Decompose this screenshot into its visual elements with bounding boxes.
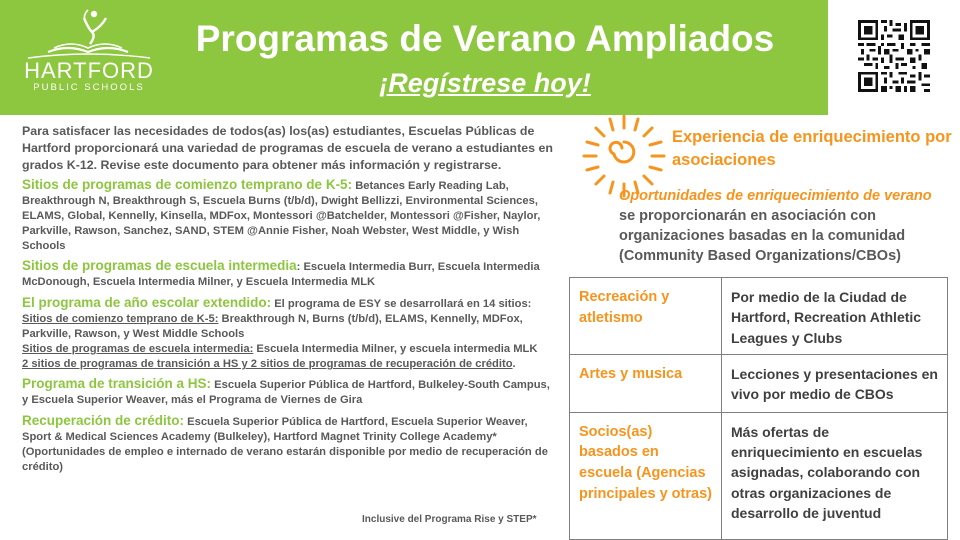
k5-heading: Sitios de programas de comienzo temprano de K-5:: [22, 176, 353, 192]
enrichment-highlight: Oportunidades de enriquecimiento de verano: [619, 188, 932, 204]
esy-transition-end: .: [512, 358, 516, 371]
hs-section: [22, 375, 556, 408]
enrichment-title: Experiencia de enriquecimiento por asociaciones: [672, 128, 952, 170]
esy-k5-label: Sitios de comienzo temprano de K-5:: [22, 312, 219, 325]
hartford-logo-icon: [18, 8, 158, 100]
row-value: Lecciones y presentaciones en vivo por medio de CBOs: [722, 354, 948, 412]
row-value: Por medio de la Ciudad de Hartford, Recreation Athletic Leagues y Clubs: [722, 278, 948, 355]
qr-code-icon[interactable]: [858, 20, 930, 92]
credit-section: [22, 412, 556, 476]
logo-name: HARTFORD: [24, 58, 154, 83]
middle-section: [22, 257, 556, 290]
credit-sites: Escuela Superior Pública de Hartford, Escuela Superior Weaver, Sport & Medical Sciences Academy (Bulkeley), Hartford Magnet Trinity College Academy*: [22, 415, 528, 443]
hs-sites: Escuela Superior Pública de Hartford, Bulkeley-South Campus, y Escuela Superior Weaver, más el Programa de Viernes de Gira: [22, 379, 550, 407]
enrichment-intro: [619, 186, 954, 266]
credit-note: (Oportunidades de empleo e internado de verano estarán disponible por medio de recuperación de crédito): [22, 445, 548, 473]
hs-heading: Programa de transición a HS:: [22, 376, 212, 392]
row-value: Más ofertas de enriquecimiento en escuelas asignadas, colaborando con otras organizaciones de desarrollo de juventud: [722, 412, 948, 539]
esy-middle-sites: Escuela Intermedia Milner, y escuela intermedia MLK: [256, 343, 538, 355]
esy-middle-label: Sitios de programas de escuela intermedia:: [22, 343, 254, 355]
esy-k5-sites: Breakthrough N, Burns (t/b/d), ELAMS, Kennelly, MDFox, Parkville, Rawson, y West Middle Schools: [22, 312, 523, 340]
row-label: Artes y musica: [570, 354, 722, 412]
footnote: Inclusive del Programa Rise y STEP*: [362, 514, 537, 525]
row-label: Recreación y atletismo: [570, 278, 722, 355]
esy-transition-note: 2 sitios de programas de transición a HS y 2 sitios de programas de recuperación de crédito: [22, 358, 513, 371]
intro-paragraph: Para satisfacer las necesidades de todos(as) los(as) estudiantes, Escuelas Públicas de Hartford proporcionará una variedad de programas de escuela de verano a estudiantes en grados K-12. Revise este documento para obtener más información y registrarse.: [22, 124, 553, 172]
page-subtitle: ¡Regístrese hoy!: [379, 68, 591, 98]
header-banner: [0, 0, 828, 115]
programs-column: [22, 123, 556, 477]
esy-heading: El programa de año escolar extendido:: [22, 294, 272, 310]
table-row: [570, 278, 948, 355]
k5-sites: Betances Early Reading Lab, Breakthrough N, Breakthrough S, Escuela Burns (t/b/d), Dwight Bellizzi, Environmental Sciences, ELAMS, Global, Kennelly, Kinsella, MDFox, Montessori @Batchelder, Montessori @Fisher, Naylor, Parkville, Rawson, Sanchez, SAND, STEM @Annie Fisher, Noah Webster, West Middle, y Wish Schools: [22, 179, 541, 253]
middle-sites: : Escuela Intermedia Burr, Escuela Intermedia McDonough, Escuela Intermedia Milner, y Escuela Intermedia MLK: [22, 261, 540, 289]
enrichment-body: se proporcionarán en asociación con organizaciones basadas en la comunidad (Community Based Organizations/CBOs): [619, 208, 906, 264]
esy-body: El programa de ESY se desarrollará en 14 sitios:: [274, 297, 532, 310]
k5-section: [22, 176, 556, 255]
esy-section: [22, 294, 556, 373]
credit-heading: Recuperación de crédito:: [22, 412, 185, 428]
row-label: Socios(as) basados en escuela (Agencias principales y otras): [570, 412, 722, 539]
table-row: [570, 354, 948, 412]
middle-heading: Sitios de programas de escuela intermedia: [22, 258, 297, 274]
page-title: Programas de Verano Ampliados: [195, 18, 775, 59]
enrichment-table: [569, 277, 948, 540]
logo-sub: PUBLIC SCHOOLS: [33, 82, 145, 93]
table-row: [570, 412, 948, 539]
